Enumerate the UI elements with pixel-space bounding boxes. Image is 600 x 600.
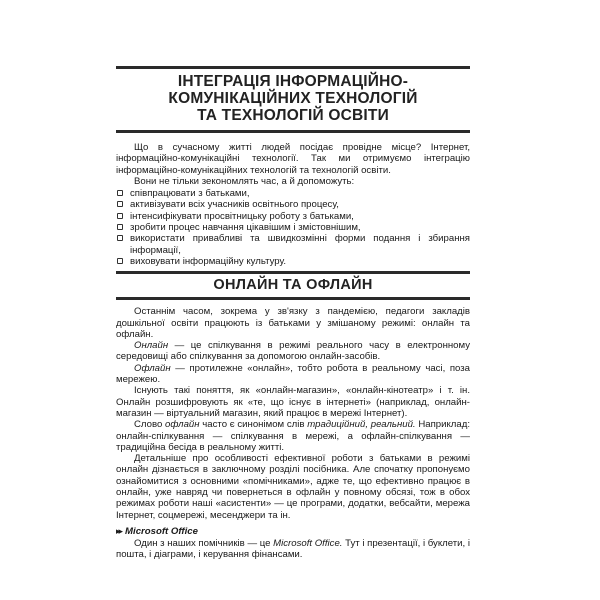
- section-title-text: ОНЛАЙН ТА ОФЛАЙН: [213, 277, 373, 294]
- list-item-text: виховувати інформаційну культуру.: [130, 255, 287, 267]
- section-title-online-offline: [116, 271, 470, 300]
- paragraph-synonyms: [116, 419, 470, 453]
- list-item-text: використати привабливі та швидкозмінні форми подання і збирання інформації,: [130, 233, 470, 256]
- title-line: ТА ТЕХНОЛОГІЙ ОСВІТИ: [197, 107, 389, 124]
- double-arrow-icon: ▸▸: [116, 525, 122, 536]
- title-line: КОМУНІКАЦІЙНИХ ТЕХНОЛОГІЙ: [168, 90, 418, 107]
- document-page: [116, 60, 470, 580]
- list-item: [116, 256, 470, 267]
- title-line: ІНТЕГРАЦІЯ ІНФОРМАЦІЙНО-: [177, 73, 409, 90]
- definition-text: — протилежне «онлайн», тобто робота в реальному часі, поза мережею.: [116, 362, 470, 386]
- list-item-text: інтенсифікувати просвітницьку роботу з батьками,: [130, 210, 354, 222]
- term-offline: Офлайн: [134, 362, 171, 374]
- square-bullet-icon: [117, 201, 123, 207]
- list-item-text: активізувати всіх учасників освітнього процесу,: [130, 199, 339, 211]
- text-fragment: Наприклад: онлайн-спілкування — спілкування в мережі, а офлайн-спілкування — традиційна бесіда в реальному житті.: [116, 419, 470, 453]
- list-item: [116, 233, 470, 256]
- list-item: [116, 211, 470, 222]
- term-online: Онлайн: [134, 340, 169, 352]
- intro-paragraph: Що в сучасному житті людей посідає провідне місце? Інтернет, інформаційно-комунікаційні технології. Так ми отримуємо інтеграцію інформаційно-комунікаційних технологій та технологій освіти.: [116, 142, 470, 176]
- section1-body: [116, 142, 470, 187]
- paragraph-offline-definition: [116, 363, 470, 386]
- term-microsoft-office: Microsoft Office.: [273, 537, 343, 549]
- text-fragment: Тут і презентації, і буклети, і пошта, і діаграми, і керування фінансами.: [116, 537, 471, 561]
- paragraph: Існують такі поняття, як «онлайн-магазин», «онлайн-кінотеатр» і т. ін. Онлайн розшифровують як «те, що існує в інтернеті» (наприклад, онлайн-магазин — віртуальний магазин, який працює в мережі Інтернет).: [116, 385, 470, 419]
- definition-text: — це спілкування в режимі реального часу в електронному середовищі або спілкування за допомогою онлайн-засобів.: [116, 340, 470, 363]
- section2-body: [116, 306, 470, 521]
- square-bullet-icon: [117, 190, 123, 196]
- term-offline-inline: офлайн: [165, 419, 200, 431]
- subsection-heading-microsoft-office: [116, 525, 470, 538]
- subsection-body: [116, 538, 470, 561]
- text-fragment: Слово: [134, 419, 166, 431]
- list-item: [116, 199, 470, 210]
- paragraph-microsoft-office: [116, 538, 470, 561]
- square-bullet-icon: [117, 235, 123, 241]
- list-item-text: співпрацювати з батьками,: [130, 188, 250, 200]
- text-fragment: Один з наших помічників — це: [134, 537, 274, 549]
- section-title-integration: [116, 66, 470, 133]
- list-item: [116, 222, 470, 233]
- square-bullet-icon: [117, 258, 123, 264]
- benefits-list: [116, 188, 470, 267]
- square-bullet-icon: [117, 224, 123, 230]
- synonyms: традиційний, реальний.: [307, 419, 416, 431]
- lead-paragraph: Вони не тільки зекономлять час, а й допоможуть:: [134, 175, 355, 187]
- list-item-text: зробити процес навчання цікавішим і змістовнішим,: [130, 222, 361, 234]
- list-item: [116, 188, 470, 199]
- square-bullet-icon: [117, 213, 123, 219]
- subsection-title: Microsoft Office: [125, 525, 198, 537]
- text-fragment: часто є синонімом слів: [199, 419, 308, 431]
- paragraph-online-definition: [116, 340, 470, 363]
- paragraph: Детальніше про особливості ефективної роботи з батьками в режимі онлайн дізнається в заключному розділі посібника. Але спочатку пропонуємо ознайомитися з основними «помічниками», адже те, що ефективно працює в онлайн, уже навряд чи повернеться в офлайн у повному обсязі, тож в обох режимах роботи наші «асистенти» — це програми, додатки, вебсайти, мережа Інтернет, соцмережі, месенджери та ін.: [116, 453, 470, 521]
- paragraph: Останнім часом, зокрема у зв'язку з пандемією, педагоги закладів дошкільної освіти працюють із батьками у змішаному режимі: онлайн та офлайн.: [116, 306, 470, 340]
